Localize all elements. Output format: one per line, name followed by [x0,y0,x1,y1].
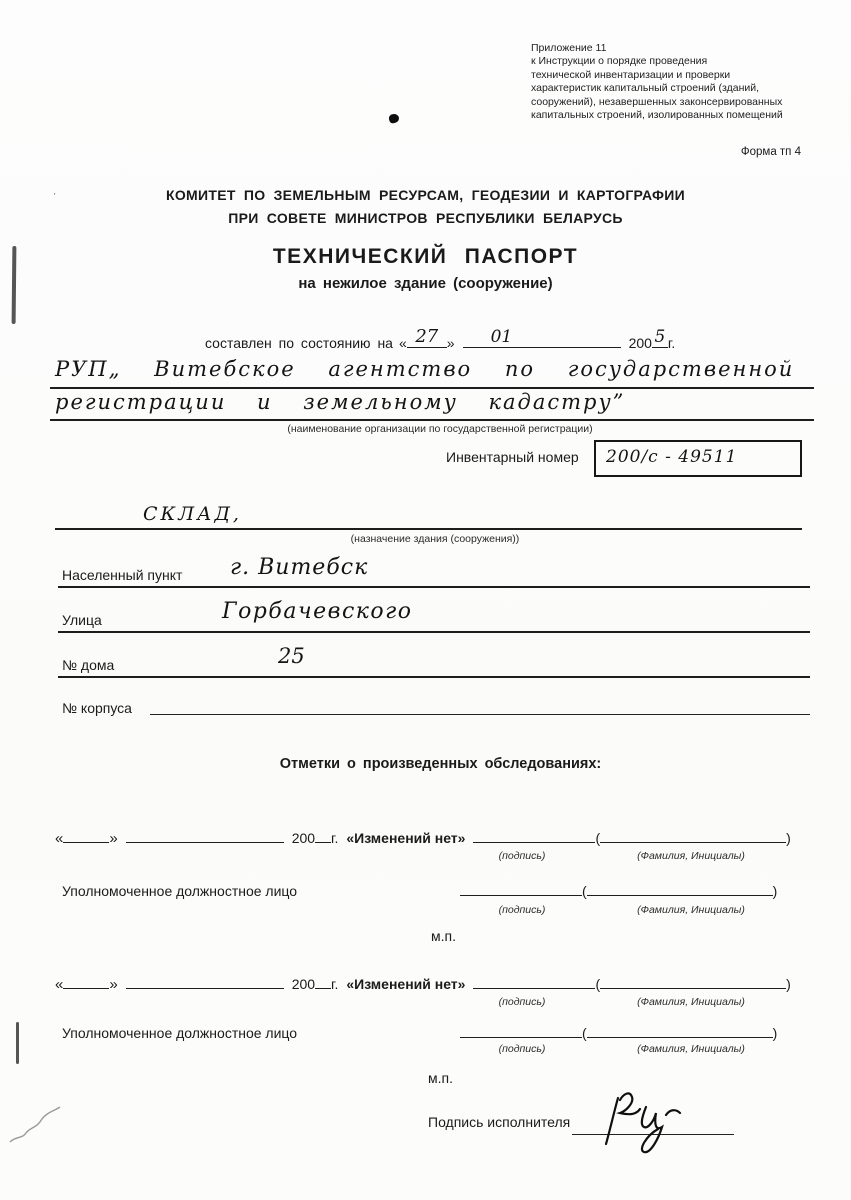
month-field [463,327,621,348]
purpose-rule [55,528,802,530]
year-prefix: 200 [291,830,316,846]
close-quote: » [109,976,118,993]
year-field [652,327,668,348]
signature-blank [473,972,595,989]
open-quote: « [398,335,407,351]
survey-date-row [55,826,791,847]
official-label: Уполномоченное должностное лицо [62,883,298,899]
year-suffix: г. [667,335,676,351]
name-blank [587,1021,773,1038]
pencil-mark-artifact: ᾿ [50,191,57,205]
organization-line1-rule [50,387,814,389]
document-title: ТЕХНИЧЕСКИЙ ПАСПОРТ [272,245,579,268]
compiled-date-line [205,326,676,351]
appendix-line: Приложение 11 [531,42,607,54]
year-prefix: 200 [291,976,316,992]
day-field [407,326,447,348]
settlement-value: г. Витебск [230,555,369,580]
no-changes-label: «Изменений нет» [346,830,466,846]
day-blank [63,826,109,843]
compiled-prefix: составлен по состоянию на [205,335,393,351]
purpose-value: СКЛАД, [143,503,242,525]
signature-caption: (подпись) [498,1043,546,1055]
survey-date-row [55,972,791,993]
house-number-rule [58,676,810,678]
close-paren: ) [786,976,791,992]
signature-blank [473,826,595,843]
scan-streak-artifact [12,246,17,324]
house-number-label: № дома [62,657,115,673]
name-caption: (Фамилия, Инициалы) [637,1043,745,1055]
appendix-note [531,42,836,122]
month-blank [126,972,284,989]
close-paren: ) [772,1025,778,1041]
year-prefix: 200 [628,335,652,351]
committee-name-line1: КОМИТЕТ ПО ЗЕМЕЛЬНЫМ РЕСУРСАМ, ГЕОДЕЗИИ И КАРТОГРАФИИ [165,187,686,203]
appendix-line: технической инвентаризации и проверки [531,68,731,81]
street-label: Улица [62,612,102,628]
organization-line2-rule [50,419,814,421]
name-blank [600,826,786,843]
scan-streak-artifact [16,1022,19,1064]
name-caption: (Фамилия, Инициалы) [637,850,745,862]
street-rule [58,631,810,633]
year-digit: 5 [654,327,666,347]
inventory-number-value: 200/с - 49511 [606,447,738,467]
settlement-rule [58,586,810,588]
street-value: Горбачевского [222,599,413,624]
open-paren: ( [595,830,601,846]
executor-signature [596,1084,696,1160]
organization-line2-value: регистрации и земельному кадастру” [55,390,626,414]
open-paren: ( [582,1025,587,1041]
appendix-line: капитальных строений, изолированных помещений [531,109,783,122]
year-suffix: г. [331,976,339,992]
open-quote: « [55,830,64,847]
document-subtitle: на нежилое здание (сооружение) [298,275,553,292]
signature-blank [460,879,582,896]
close-paren: ) [786,830,791,846]
stamp-label: м.п. [431,928,456,944]
official-label: Уполномоченное должностное лицо [62,1025,298,1041]
purpose-caption: (назначение здания (сооружения)) [350,533,520,545]
settlement-label: Населенный пункт [62,567,183,583]
open-paren: ( [582,883,587,899]
official-signature-row [460,1021,777,1041]
name-caption: (Фамилия, Инициалы) [637,904,745,916]
signature-blank [460,1021,582,1038]
month-blank [126,826,284,843]
name-blank [587,879,773,896]
month-value: 01 [490,327,513,347]
organization-line1-value: РУП„ Витебское агентство по государственной [55,357,795,381]
close-quote: » [446,335,455,351]
building-number-rule [150,714,810,715]
signature-caption: (подпись) [498,996,546,1008]
surveys-heading: Отметки о произведенных обследованиях: [279,756,602,772]
house-number-value: 25 [278,644,305,668]
executor-label: Подпись исполнителя [428,1114,571,1130]
open-quote: « [55,976,64,993]
appendix-line: характеристик капитальный строений (зданий, [531,82,760,95]
ink-blob-artifact [388,113,400,124]
appendix-line: к Инструкции о порядке проведения [531,55,708,68]
form-code: Форма тп 4 [740,146,801,158]
no-changes-label: «Изменений нет» [346,976,466,992]
pencil-mark-artifact [6,1096,76,1146]
committee-name-line2: ПРИ СОВЕТЕ МИНИСТРОВ РЕСПУБЛИКИ БЕЛАРУСЬ [228,210,623,226]
name-blank [600,972,786,989]
stamp-label: м.п. [428,1070,453,1086]
building-number-label: № корпуса [62,700,132,716]
close-paren: ) [772,883,778,899]
close-quote: » [109,830,118,847]
appendix-line: сооружений), незавершенных законсервированных [531,95,783,108]
name-caption: (Фамилия, Инициалы) [637,996,745,1008]
year-suffix: г. [331,830,339,846]
year-blank [315,972,331,989]
day-value: 27 [415,326,439,347]
inventory-number-label: Инвентарный номер [446,449,579,465]
official-signature-row [460,879,777,899]
organization-caption: (наименование организации по государственной регистрации) [287,423,593,435]
day-blank [63,972,109,989]
year-blank [315,826,331,843]
signature-caption: (подпись) [498,904,546,916]
open-paren: ( [595,976,601,992]
inventory-number-box [594,440,802,477]
signature-caption: (подпись) [498,850,546,862]
